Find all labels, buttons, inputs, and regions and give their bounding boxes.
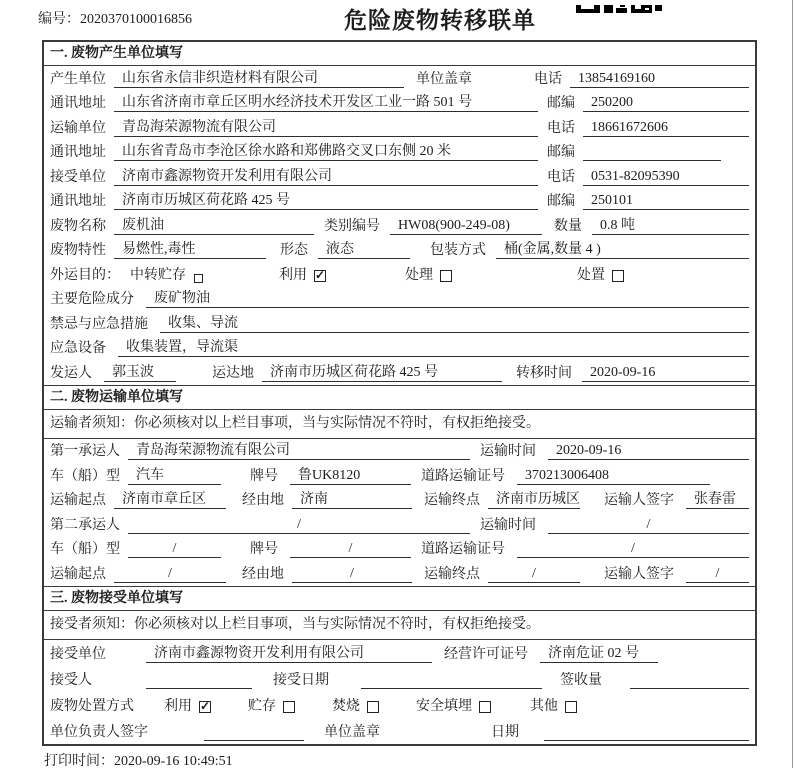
- field-label: 经由地: [242, 493, 284, 508]
- field-label: 类别编号: [324, 218, 380, 234]
- field-label: 废物处置方式: [50, 698, 134, 714]
- checkbox-unchecked-icon: [367, 701, 379, 713]
- field-label: 运输终点: [424, 566, 480, 582]
- field-label: 利用: [164, 698, 192, 714]
- form-table: [42, 40, 757, 746]
- field-value: 济南市鑫源物资开发利用有限公司: [114, 168, 538, 186]
- field-label: 废物名称: [50, 218, 106, 234]
- field-value: 汽车: [128, 467, 221, 485]
- field-value: /: [548, 516, 749, 534]
- field-label: 日期: [491, 724, 519, 740]
- field-value: 青岛海荣源物流有限公司: [128, 442, 470, 460]
- form-row: [44, 360, 755, 385]
- field-label: 废物特性: [50, 243, 106, 258]
- field-value: 易燃性,毒性: [114, 241, 266, 259]
- field-label: 邮编: [547, 96, 575, 111]
- form-row: [44, 311, 755, 336]
- field-value: 济南市历城区荷花路 425 号: [114, 192, 538, 210]
- field-label: 通讯地址: [50, 194, 106, 209]
- field-label: 签收量: [560, 672, 602, 688]
- field-label: 中转贮存: [130, 267, 186, 283]
- field-label: 发运人: [50, 365, 92, 381]
- field-value: 废机油: [114, 217, 314, 235]
- form-row: [44, 488, 755, 513]
- field-value: 收集、导流: [160, 315, 749, 333]
- section-header: 一. 废物产生单位填写: [44, 42, 755, 66]
- field-label: 应急设备: [50, 341, 106, 356]
- section-header: 二. 废物运输单位填写: [44, 386, 755, 410]
- form-section: [44, 385, 755, 586]
- field-value: 济南市历城区荷花路 425 号: [262, 364, 502, 382]
- form-row: [44, 238, 755, 263]
- checkbox-unchecked-icon: [612, 270, 624, 282]
- field-label: 接受单位: [50, 169, 106, 185]
- field-label: 形态: [280, 243, 308, 258]
- field-value: 郭玉波: [104, 364, 176, 382]
- form-row: [44, 164, 755, 189]
- field-label: 经由地: [242, 566, 284, 582]
- field-label: 处理: [405, 267, 433, 283]
- field-label: 主要危险成分: [50, 292, 134, 307]
- form-row: [44, 287, 755, 312]
- field-label: 运输起点: [50, 493, 106, 508]
- checkbox-unchecked-icon: [565, 701, 577, 713]
- form-row: [44, 439, 755, 464]
- form-section: [44, 42, 755, 385]
- field-value: 2020-09-16: [548, 442, 749, 460]
- field-label: 包装方式: [430, 243, 486, 258]
- checkbox-unchecked-icon: [194, 274, 203, 283]
- form-row: [44, 66, 755, 91]
- field-value: HW08(900-249-08): [390, 217, 542, 235]
- form-row: [44, 262, 755, 287]
- field-label: 第一承运人: [50, 444, 120, 459]
- field-value: 山东省永信非织造材料有限公司: [114, 70, 404, 88]
- field-value: /: [114, 565, 226, 583]
- print-time-value: 2020-09-16 10:49:51: [114, 754, 233, 769]
- field-label: 道路运输证号: [421, 542, 505, 557]
- field-label: 车（船）型: [50, 468, 120, 484]
- form-row: [44, 718, 755, 744]
- field-value: [204, 740, 304, 741]
- field-label: 数量: [554, 218, 582, 234]
- field-value: 液态: [318, 241, 410, 259]
- field-label: 邮编: [547, 194, 575, 209]
- field-label: 利用: [279, 267, 307, 283]
- form-section: [44, 586, 755, 744]
- page-edge-divider: [792, 0, 793, 768]
- field-label: 接受日期: [273, 672, 329, 688]
- form-row: [44, 213, 755, 238]
- field-label: 车（船）型: [50, 542, 120, 557]
- field-value: 0.8 吨: [592, 217, 749, 235]
- field-label: 接受人: [50, 672, 92, 688]
- field-label: 通讯地址: [50, 145, 106, 160]
- form-row: [44, 140, 755, 165]
- field-label: 单位盖章: [416, 71, 472, 87]
- field-value: 250101: [583, 192, 749, 210]
- field-label: 单位盖章: [324, 724, 380, 740]
- field-value: 13854169160: [570, 70, 749, 88]
- checkbox-unchecked-icon: [283, 701, 295, 713]
- field-label: 邮编: [547, 145, 575, 160]
- form-row: [44, 91, 755, 116]
- qr-code-fragment-icon: [576, 0, 662, 8]
- field-value: /: [686, 565, 749, 583]
- field-label: 运输人签字: [604, 566, 674, 582]
- field-value: 济南市鑫源物资开发利用有限公司: [146, 645, 432, 663]
- print-time: [44, 750, 233, 770]
- field-label: 产生单位: [50, 71, 106, 87]
- field-value: /: [292, 565, 412, 583]
- checkbox-unchecked-icon: [440, 270, 452, 282]
- form-row: [44, 189, 755, 214]
- field-label: 运输起点: [50, 566, 106, 582]
- notice-text: 接受者须知：你必须核对以上栏目事项，当与实际情况不符时，有权拒绝接受。: [44, 611, 755, 640]
- print-time-label: 打印时间：: [44, 754, 114, 769]
- field-label: 运达地: [212, 365, 254, 381]
- form-row: [44, 115, 755, 140]
- field-label: 转移时间: [516, 365, 572, 381]
- field-value: 山东省济南市章丘区明水经济技术开发区工业一路 501 号: [114, 94, 538, 112]
- field-value: [630, 688, 749, 689]
- field-label: 运输终点: [424, 493, 480, 508]
- doc-number-label: 编号：: [38, 12, 80, 27]
- field-label: 禁忌与应急措施: [50, 316, 148, 332]
- checkbox-checked-icon: ✓: [315, 267, 326, 282]
- checkbox-unchecked-icon: [479, 701, 491, 713]
- field-label: 运输单位: [50, 120, 106, 136]
- field-value: 370213006408: [517, 467, 710, 485]
- field-label: 牌号: [250, 468, 278, 484]
- field-value: 济南市章丘区: [114, 491, 226, 509]
- field-label: 经营许可证号: [444, 646, 528, 662]
- field-label: 电话: [547, 120, 575, 136]
- field-value: 250200: [583, 94, 749, 112]
- field-value: 废矿物油: [146, 290, 749, 308]
- field-label: 单位负责人签字: [50, 724, 148, 740]
- field-value: [583, 160, 721, 161]
- field-value: 0531-82095390: [583, 168, 749, 186]
- field-label: 运输时间: [480, 444, 536, 459]
- checkbox-checked-icon: ✓: [200, 698, 211, 713]
- form-row: [44, 336, 755, 361]
- field-value: 鲁UK8120: [290, 467, 411, 485]
- form-row: [44, 640, 755, 666]
- form-row: [44, 512, 755, 537]
- field-label: 电话: [534, 71, 562, 87]
- field-value: 2020-09-16: [582, 364, 749, 382]
- field-label: 通讯地址: [50, 96, 106, 111]
- field-label: 处置: [577, 267, 605, 283]
- doc-number-value: 2020370100016856: [80, 12, 192, 27]
- field-label: 牌号: [250, 542, 278, 557]
- field-value: /: [128, 540, 221, 558]
- field-label: 安全填埋: [416, 698, 472, 714]
- field-value: /: [517, 540, 749, 558]
- field-label: 运输人签字: [604, 493, 674, 508]
- notice-text: 运输者须知：你必须核对以上栏目事项，当与实际情况不符时，有权拒绝接受。: [44, 410, 755, 439]
- form-row: [44, 561, 755, 586]
- field-label: 贮存: [248, 698, 276, 714]
- field-label: 焚烧: [332, 698, 360, 714]
- field-value: 桶(金属,数量 4 ): [496, 241, 749, 259]
- field-label: 接受单位: [50, 646, 106, 662]
- field-value: /: [488, 565, 580, 583]
- field-value: 收集装置，导流渠: [118, 339, 749, 357]
- form-row: [44, 692, 755, 718]
- form-row: [44, 666, 755, 692]
- field-value: [146, 688, 252, 689]
- field-value: 济南危证 02 号: [540, 645, 658, 663]
- field-label: 电话: [547, 169, 575, 185]
- field-value: 张春雷: [686, 491, 749, 509]
- field-value: 18661672606: [583, 119, 749, 137]
- field-value: 青岛海荣源物流有限公司: [114, 119, 538, 137]
- field-value: 济南市历城区: [488, 491, 580, 509]
- page-title: 危险废物转移联单: [344, 8, 536, 33]
- form-row: [44, 463, 755, 488]
- section-header: 三. 废物接受单位填写: [44, 587, 755, 611]
- field-value: [361, 688, 542, 689]
- field-value: /: [128, 516, 470, 534]
- field-value: 济南: [292, 491, 412, 509]
- field-value: /: [290, 540, 411, 558]
- field-label: 道路运输证号: [421, 468, 505, 484]
- form-row: [44, 537, 755, 562]
- field-label: 运输时间: [480, 517, 536, 533]
- field-label: 外运目的：: [50, 267, 120, 283]
- field-value: [544, 740, 749, 741]
- field-label: 其他: [530, 698, 558, 714]
- field-value: 山东省青岛市李沧区徐水路和郑佛路交叉口东侧 20 米: [114, 143, 538, 161]
- field-label: 第二承运人: [50, 517, 120, 533]
